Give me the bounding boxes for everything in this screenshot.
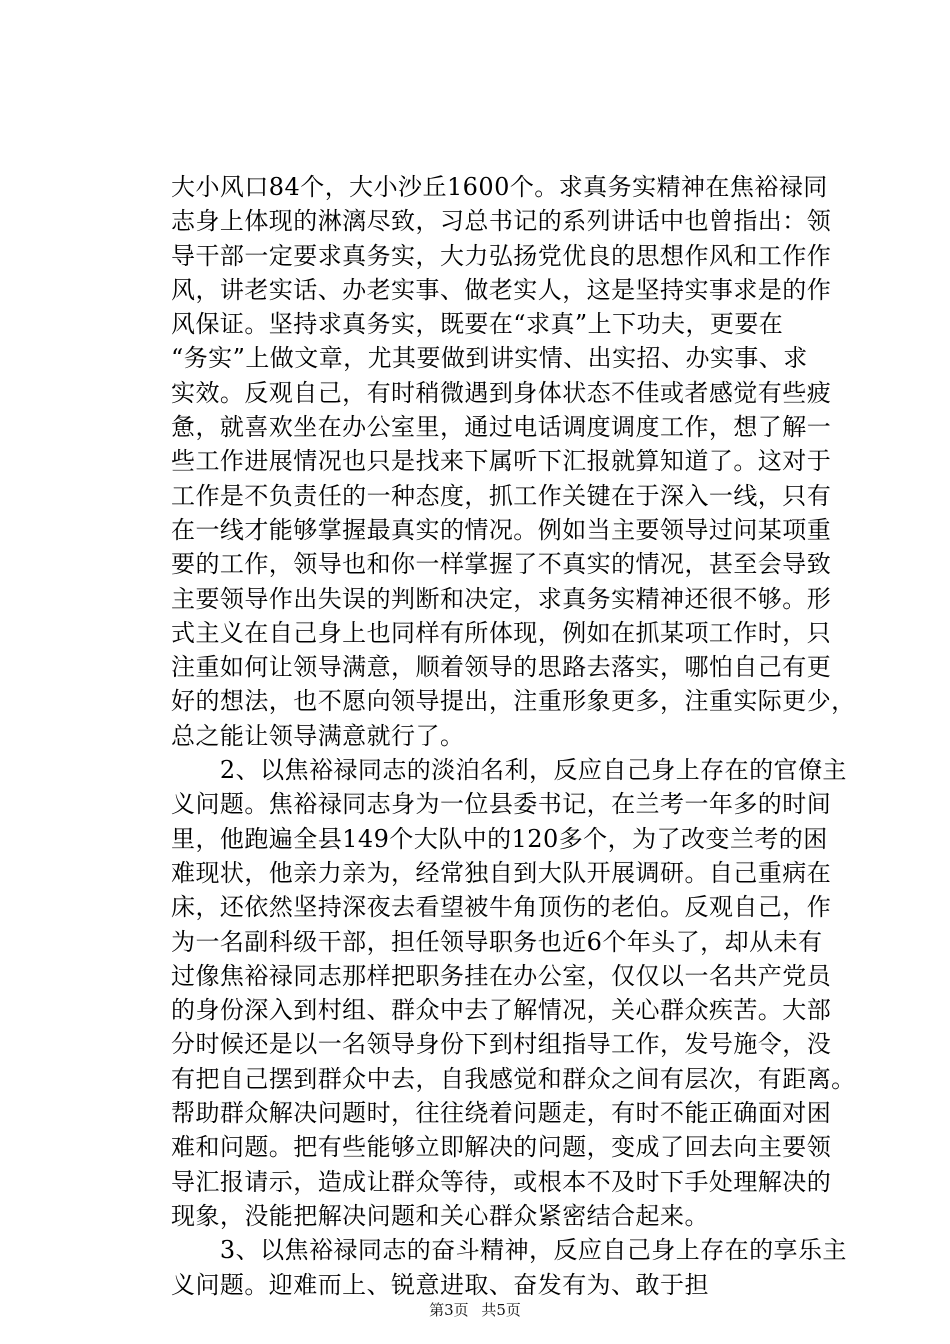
text-line: 在一线才能够掌握最真实的情况。例如当主要领导过问某项重 [171,515,832,544]
text-line: 帮助群众解决问题时，往往绕着问题走，有时不能正确面对困 [171,1099,832,1128]
document-body [171,170,861,1302]
text-line: 导干部一定要求真务实，大力弘扬党优良的思想作风和工作作 [171,241,832,270]
text-line: 好的想法，也不愿向领导提出，注重形象更多，注重实际更少， [171,687,856,716]
text-line: 大小风口84个，大小沙丘1600个。求真务实精神在焦裕禄同 [171,173,828,201]
text-line: 里，他跑遍全县149个大队中的120多个，为了改变兰考的困 [171,824,828,853]
text-line: 惫，就喜欢坐在办公室里，通过电话调度调度工作，想了解一 [171,413,832,442]
text-line: 义问题。焦裕禄同志身为一位县委书记，在兰考一年多的时间 [171,790,832,819]
text-line: 总之能让领导满意就行了。 [171,721,465,750]
text-line: 2、以焦裕禄同志的淡泊名利，反应自己身上存在的官僚主 [171,756,847,785]
text-line: 主要领导作出失误的判断和决定，求真务实精神还很不够。形 [171,584,832,613]
page-number: 第3页 [429,1301,469,1319]
page-total: 共5页 [481,1301,521,1319]
text-line: “务实”上做文章，尤其要做到讲实情、出实招、办实事、求 [171,344,808,373]
text-line: 些工作进展情况也只是找来下属听下汇报就算知道了。这对于 [171,447,832,476]
text-line: 义问题。迎难而上、锐意进取、奋发有为、敢于担 [171,1270,709,1299]
text-line: 注重如何让领导满意，顺着领导的思路去落实，哪怕自己有更 [171,653,832,682]
text-line: 风，讲老实话、办老实事、做老实人，这是坚持实事求是的作 [171,275,832,304]
text-line: 床，还依然坚持深夜去看望被牛角顶伤的老伯。反观自己，作 [171,893,832,922]
text-line: 分时候还是以一名领导身份下到村组指导工作，发号施令，没 [171,1030,832,1059]
text-line: 现象，没能把解决问题和关心群众紧密结合起来。 [171,1201,709,1230]
text-line: 工作是不负责任的一种态度，抓工作关键在于深入一线，只有 [171,481,832,510]
text-line: 难和问题。把有些能够立即解决的问题，变成了回去向主要领 [171,1133,832,1162]
text-line: 3、以焦裕禄同志的奋斗精神，反应自己身上存在的享乐主 [171,1236,847,1265]
text-line: 过像焦裕禄同志那样把职务挂在办公室，仅仅以一名共产党员 [171,961,832,990]
text-line: 要的工作，领导也和你一样掌握了不真实的情况，甚至会导致 [171,550,832,579]
page-footer [0,1300,950,1320]
text-line: 有把自己摆到群众中去，自我感觉和群众之间有层次，有距离。 [171,1064,856,1093]
text-line: 式主义在自己身上也同样有所体现，例如在抓某项工作时，只 [171,618,832,647]
text-line: 为一名副科级干部，担任领导职务也近6个年头了，却从未有 [171,927,823,956]
text-line: 风保证。坚持求真务实，既要在“求真”上下功夫，更要在 [171,310,784,339]
text-line: 实效。反观自己，有时稍微遇到身体状态不佳或者感觉有些疲 [171,378,832,407]
text-line: 难现状，他亲力亲为，经常独自到大队开展调研。自己重病在 [171,858,832,887]
text-line: 志身上体现的淋漓尽致，习总书记的系列讲话中也曾指出：领 [171,207,832,236]
text-line: 的身份深入到村组、群众中去了解情况，关心群众疾苦。大部 [171,996,832,1025]
text-line: 导汇报请示，造成让群众等待，或根本不及时下手处理解决的 [171,1167,832,1196]
